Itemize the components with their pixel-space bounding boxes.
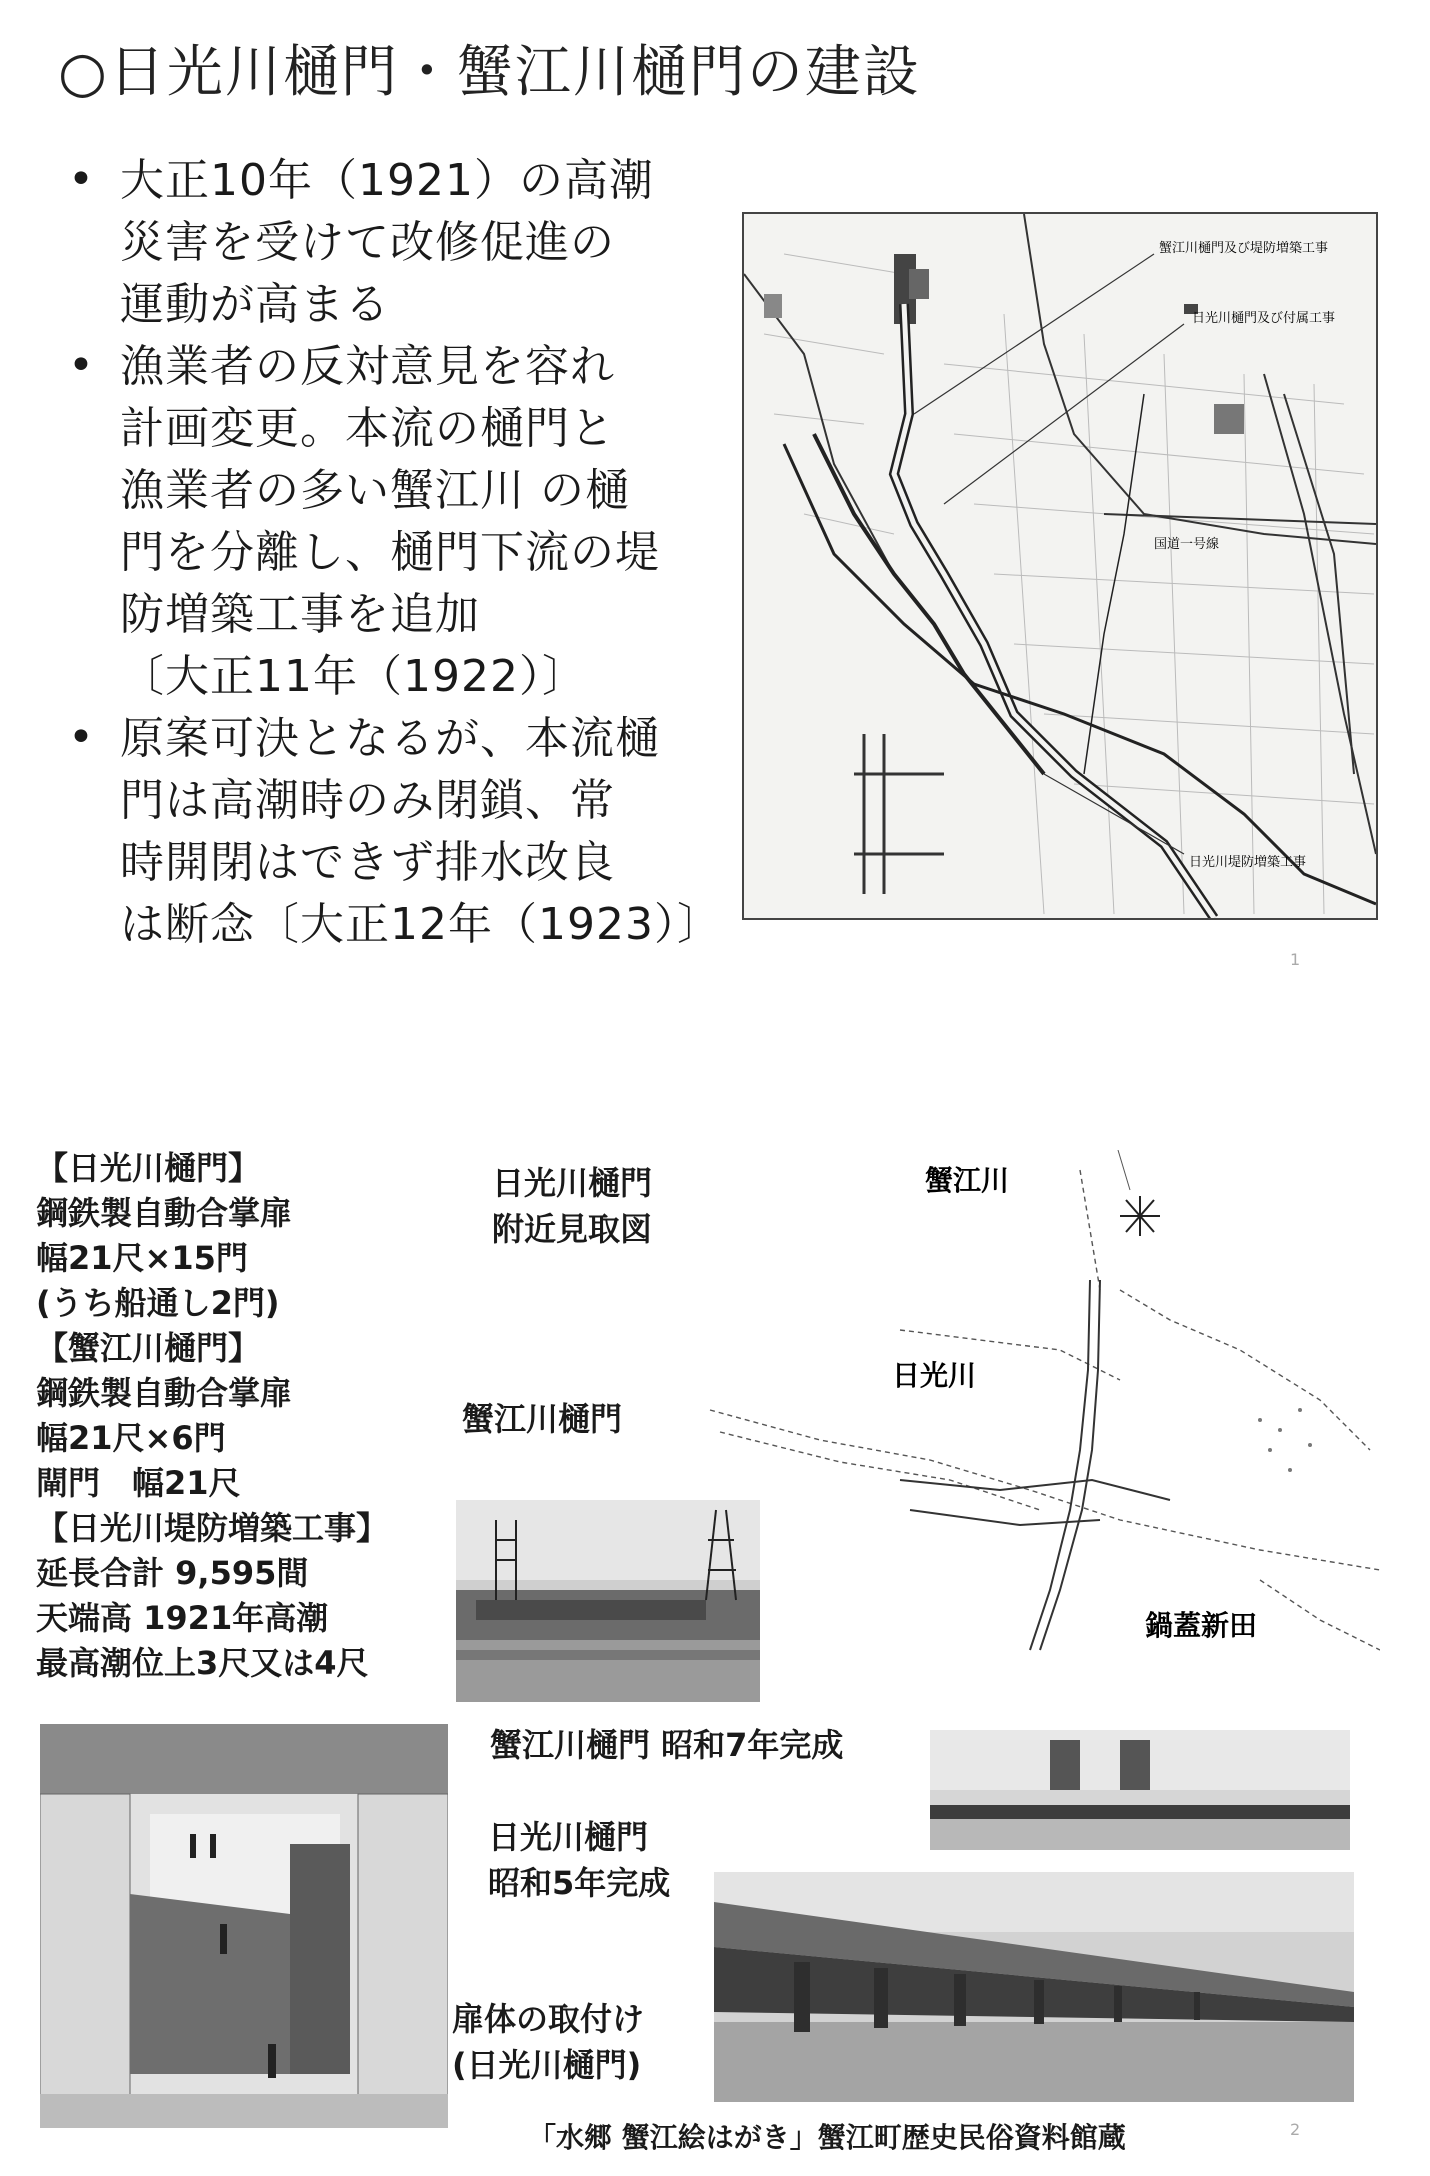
nikko-gate-complete-photo [714, 1872, 1354, 2102]
bullet-line: 運動が高まる [120, 279, 390, 330]
bullet-line: 〔大正11年（1922）〕 [120, 651, 587, 702]
bullet-dot: • [68, 712, 94, 763]
bullet-dot: • [68, 154, 94, 205]
spec-line: 閘門 幅21尺 [36, 1464, 241, 1502]
bullet-line: 災害を受けて改修促進の [120, 217, 615, 268]
bullet-line: 原案可決となるが、本流樋 [120, 713, 660, 764]
spec-line: 天端高 1921年高潮 [36, 1599, 329, 1637]
kanie-complete-caption: 蟹江川樋門 昭和7年完成 [490, 1726, 844, 1764]
caption-line: 昭和5年完成 [488, 1864, 671, 1902]
spec-line: 【蟹江川樋門】 [36, 1329, 261, 1367]
spec-line: 幅21尺×6門 [36, 1419, 226, 1457]
label-nikko-river: 日光川 [892, 1359, 977, 1392]
bullet-item [60, 150, 740, 336]
bullet-line: 計画変更。本流の樋門と [120, 403, 615, 454]
caption-line: 扉体の取付け [452, 2000, 645, 2038]
spec-line: 【日光川堤防増築工事】 [36, 1509, 389, 1547]
page-number: 2 [1290, 2120, 1301, 2139]
map-label-kanie-gate-works: 蟹江川樋門及び堤防増築工事 [1159, 241, 1329, 256]
bullet-line: 漁業者の反対意見を容れ [120, 341, 615, 392]
spec-line: 延長合計 9,595間 [36, 1554, 309, 1592]
spec-line: 鋼鉄製自動合掌扉 [36, 1194, 293, 1232]
spec-line: (うち船通し2門) [36, 1284, 280, 1322]
label-nabefuta-shinden: 鍋蓋新田 [1145, 1609, 1258, 1642]
kanie-gate-photo-label: 蟹江川樋門 [462, 1400, 623, 1438]
bullet-line: 漁業者の多い蟹江川 の樋 [120, 465, 630, 516]
river-plan-map [742, 212, 1378, 920]
bullet-line: 門を分離し、樋門下流の堤 [120, 527, 660, 578]
bullet-line: 門は高潮時のみ閉鎖、常 [120, 775, 615, 826]
vicinity-sketch-drawing [700, 1150, 1380, 1670]
compass-icon [1120, 1196, 1160, 1236]
bullet-line: 大正10年（1921）の高潮 [120, 155, 654, 206]
caption-line: 日光川樋門 [492, 1164, 653, 1202]
kanie-gate-complete-photo [930, 1730, 1350, 1850]
map-label-route-1: 国道一号線 [1154, 537, 1220, 552]
bullet-item [60, 708, 740, 956]
spec-line: 【日光川樋門】 [36, 1149, 261, 1187]
bullet-dot: • [68, 340, 94, 391]
spec-line: 最高潮位上3尺又は4尺 [36, 1644, 369, 1682]
caption-line: 日光川樋門 [488, 1818, 649, 1856]
river-plan-map-drawing [744, 214, 1376, 918]
slide1-title: ○日光川樋門・蟹江川樋門の建設 [58, 40, 921, 105]
kanie-gate-construction-photo [456, 1500, 760, 1702]
gate-specifications [36, 1146, 466, 1686]
door-installation-caption [452, 1996, 644, 2088]
door-installation-photo [40, 1724, 448, 2128]
label-kanie-river: 蟹江川 [925, 1164, 1010, 1197]
bullet-line: 防増築工事を追加 [120, 589, 480, 640]
spec-line: 鋼鉄製自動合掌扉 [36, 1374, 293, 1412]
page-number: 1 [1290, 950, 1301, 969]
bullet-line: は断念〔大正12年（1923）〕 [120, 899, 722, 950]
map-label-nikko-dike-works: 日光川堤防増築工事 [1189, 855, 1307, 870]
bullet-item [60, 336, 740, 708]
nikko-complete-caption [488, 1814, 670, 1906]
slide1-bullet-list [60, 150, 740, 956]
caption-line: (日光川樋門) [452, 2046, 642, 2084]
spec-line: 幅21尺×15門 [36, 1239, 248, 1277]
bullet-line: 時開閉はできず排水改良 [120, 837, 615, 888]
vicinity-map-caption [492, 1160, 652, 1252]
vicinity-sketch-map [700, 1150, 1380, 1670]
caption-line: 附近見取図 [492, 1210, 653, 1248]
photo-credit: 「水郷 蟹江絵はがき」蟹江町歴史民俗資料館蔵 [528, 2121, 1126, 2154]
map-label-nikko-gate-works: 日光川樋門及び付属工事 [1192, 311, 1336, 326]
